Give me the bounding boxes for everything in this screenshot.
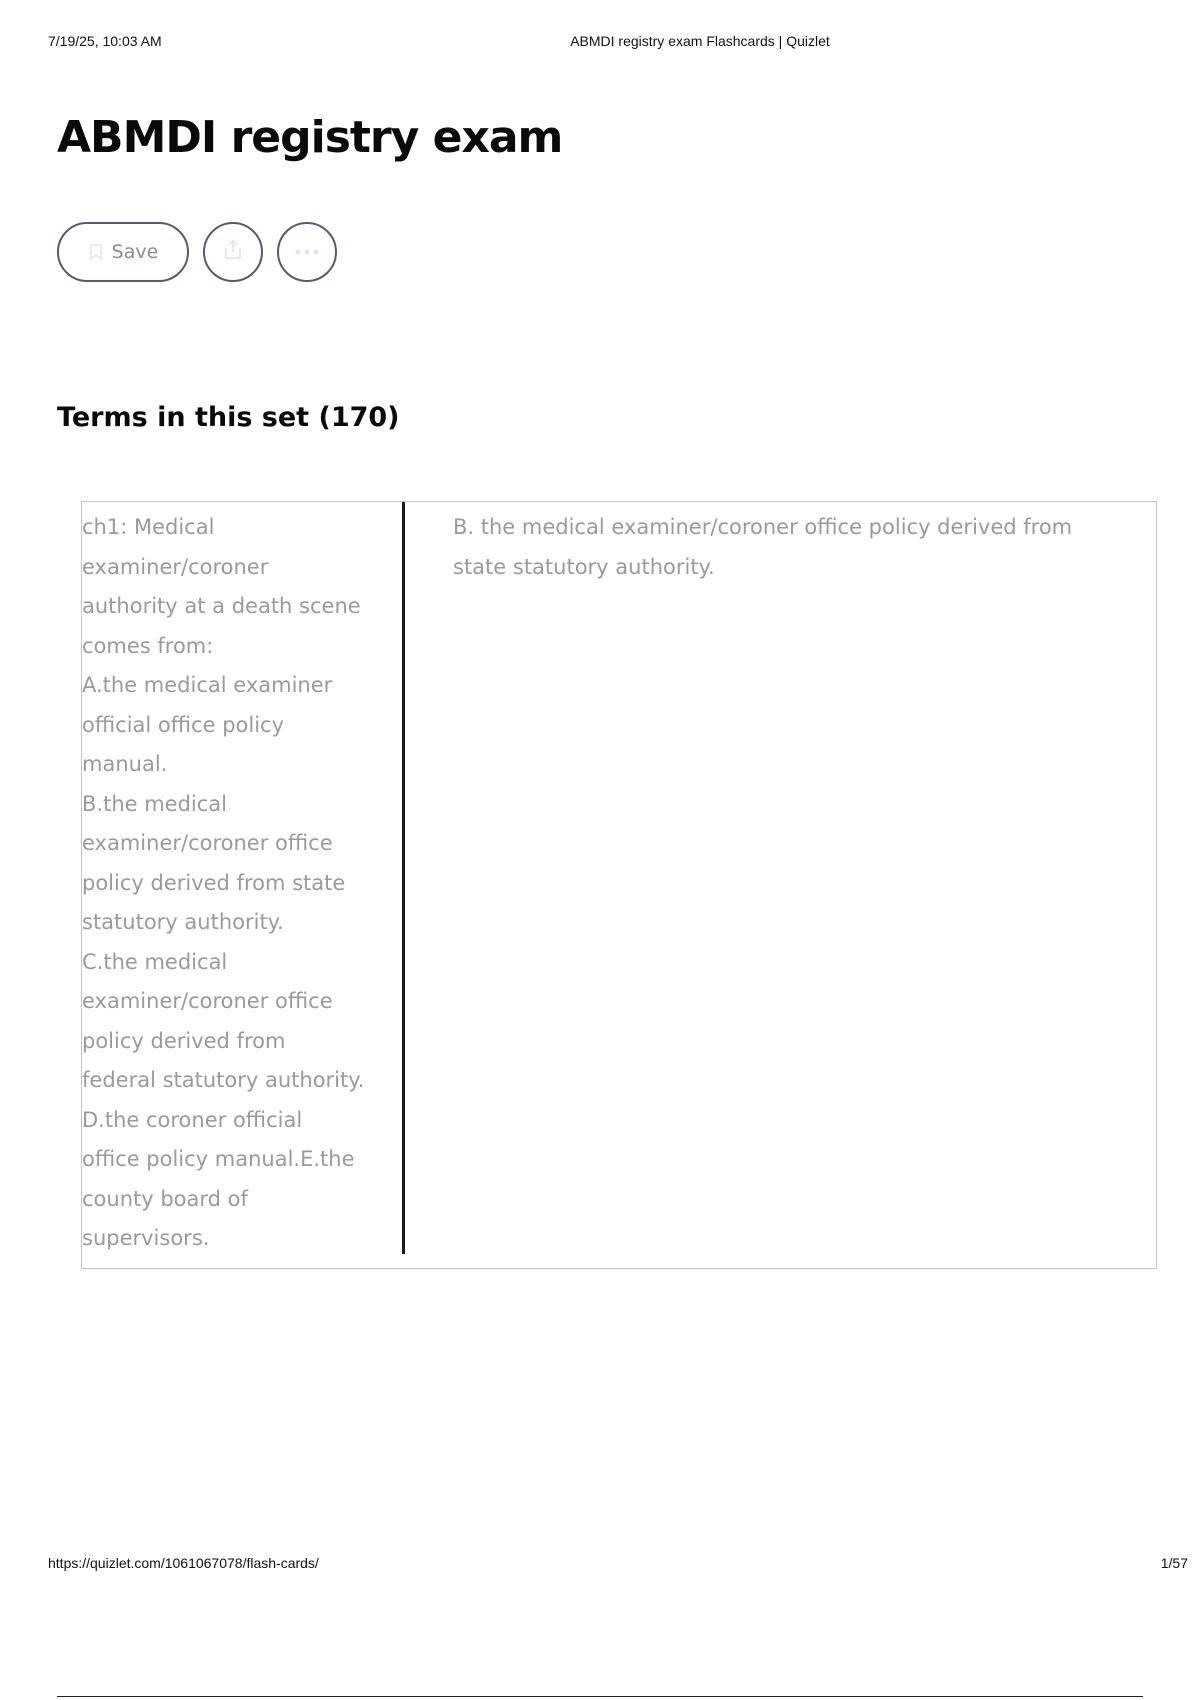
page-bottom-divider [57, 1696, 1143, 1697]
print-header [48, 33, 1152, 53]
terms-heading: Terms in this set (170) [57, 402, 400, 433]
page-title: ABMDI registry exam [57, 112, 563, 163]
flashcard-row [81, 501, 1157, 1269]
print-document-title: ABMDI registry exam Flashcards | Quizlet [570, 33, 830, 49]
print-url: https://quizlet.com/1061067078/flash-cards/ [48, 1555, 319, 1571]
share-button[interactable] [203, 222, 263, 282]
more-options-button[interactable] [277, 222, 337, 282]
term-definition-divider [402, 502, 405, 1254]
print-page-number: 1/57 [1160, 1555, 1188, 1571]
bookmark-icon [88, 244, 104, 260]
flashcard-term: ch1: Medical examiner/coroner authority at a death scene comes from: A.the medical examiner official office policy manual. B.the medical examiner/coroner office policy derived from state statutory authority. C.the medical examiner/coroner office policy derived from federal statutory authority. D.the coroner official office policy manual.E.the county board of supervisors. [82, 515, 365, 1250]
flashcard-definition: B. the medical examiner/coroner office policy derived from state statutory authority. [453, 515, 1073, 579]
print-timestamp: 7/19/25, 10:03 AM [48, 33, 162, 49]
save-button[interactable] [57, 222, 189, 282]
set-actions [57, 222, 337, 282]
save-button-label: Save [111, 241, 159, 263]
share-icon [221, 238, 245, 267]
print-footer [48, 1555, 1188, 1575]
more-options-icon [293, 243, 321, 261]
